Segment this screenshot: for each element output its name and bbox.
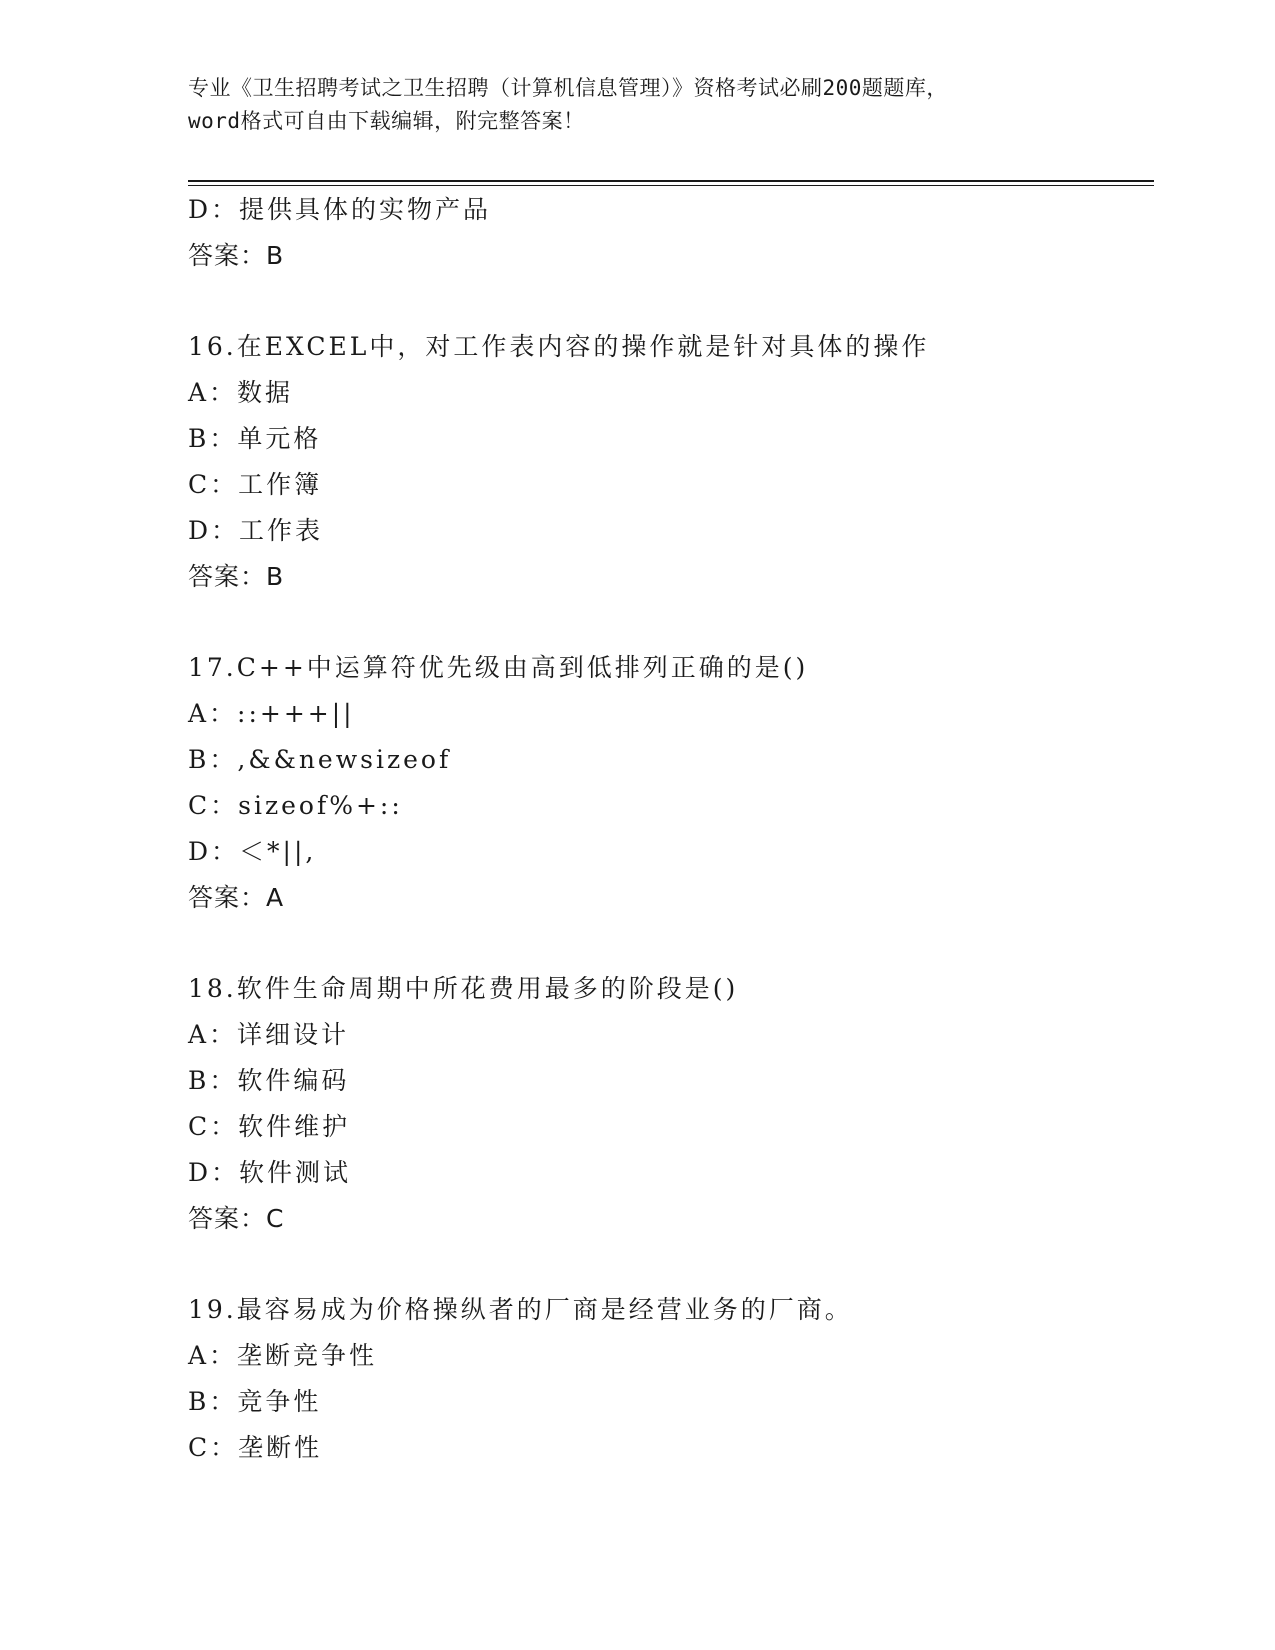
answer-line: 答案：B bbox=[188, 562, 285, 591]
document-header bbox=[188, 72, 1088, 138]
header-divider-thick bbox=[188, 180, 1154, 182]
question-block-19 bbox=[188, 1287, 1154, 1471]
option-b: B：单元格 bbox=[188, 424, 322, 453]
header-title-line-2: word格式可自由下载编辑，附完整答案！ bbox=[188, 109, 585, 133]
question-block-18 bbox=[188, 966, 1154, 1242]
answer-line: 答案：A bbox=[188, 883, 285, 912]
question-spacer bbox=[188, 1242, 1154, 1287]
option-a: A：数据 bbox=[188, 378, 294, 407]
option-a: A：详细设计 bbox=[188, 1020, 350, 1049]
question-spacer bbox=[188, 600, 1154, 645]
option-d: D：工作表 bbox=[188, 516, 324, 545]
option-c: C：垄断性 bbox=[188, 1433, 323, 1462]
answer-line: 答案：C bbox=[188, 1204, 285, 1233]
question-block-17 bbox=[188, 645, 1154, 921]
question-list bbox=[188, 187, 1154, 1471]
option-c: C：软件维护 bbox=[188, 1112, 351, 1141]
option-d: D：软件测试 bbox=[188, 1158, 352, 1187]
question-block-15 bbox=[188, 187, 1154, 279]
option-a: A：::+++|| bbox=[188, 699, 355, 728]
question-text: 18.软件生命周期中所花费用最多的阶段是() bbox=[188, 974, 739, 1003]
option-b: B：,&&newsizeof bbox=[188, 745, 452, 774]
header-divider-thin bbox=[188, 185, 1154, 186]
question-block-16 bbox=[188, 324, 1154, 600]
question-spacer bbox=[188, 279, 1154, 324]
question-text: 16.在EXCEL中，对工作表内容的操作就是针对具体的操作 bbox=[188, 332, 930, 361]
question-spacer bbox=[188, 921, 1154, 966]
question-text: 19.最容易成为价格操纵者的厂商是经营业务的厂商。 bbox=[188, 1295, 853, 1324]
option-a: A：垄断竞争性 bbox=[188, 1341, 378, 1370]
option-d: D：＜*||, bbox=[188, 837, 317, 866]
option-c: C：sizeof%+:: bbox=[188, 791, 403, 820]
option-d: D：提供具体的实物产品 bbox=[188, 195, 492, 224]
option-c: C：工作簿 bbox=[188, 470, 323, 499]
header-title-line-1: 专业《卫生招聘考试之卫生招聘（计算机信息管理）》资格考试必刷200题题库， bbox=[188, 76, 948, 100]
option-b: B：竞争性 bbox=[188, 1387, 322, 1416]
option-b: B：软件编码 bbox=[188, 1066, 350, 1095]
question-text: 17.C++中运算符优先级由高到低排列正确的是() bbox=[188, 653, 809, 682]
answer-line: 答案：B bbox=[188, 241, 285, 270]
